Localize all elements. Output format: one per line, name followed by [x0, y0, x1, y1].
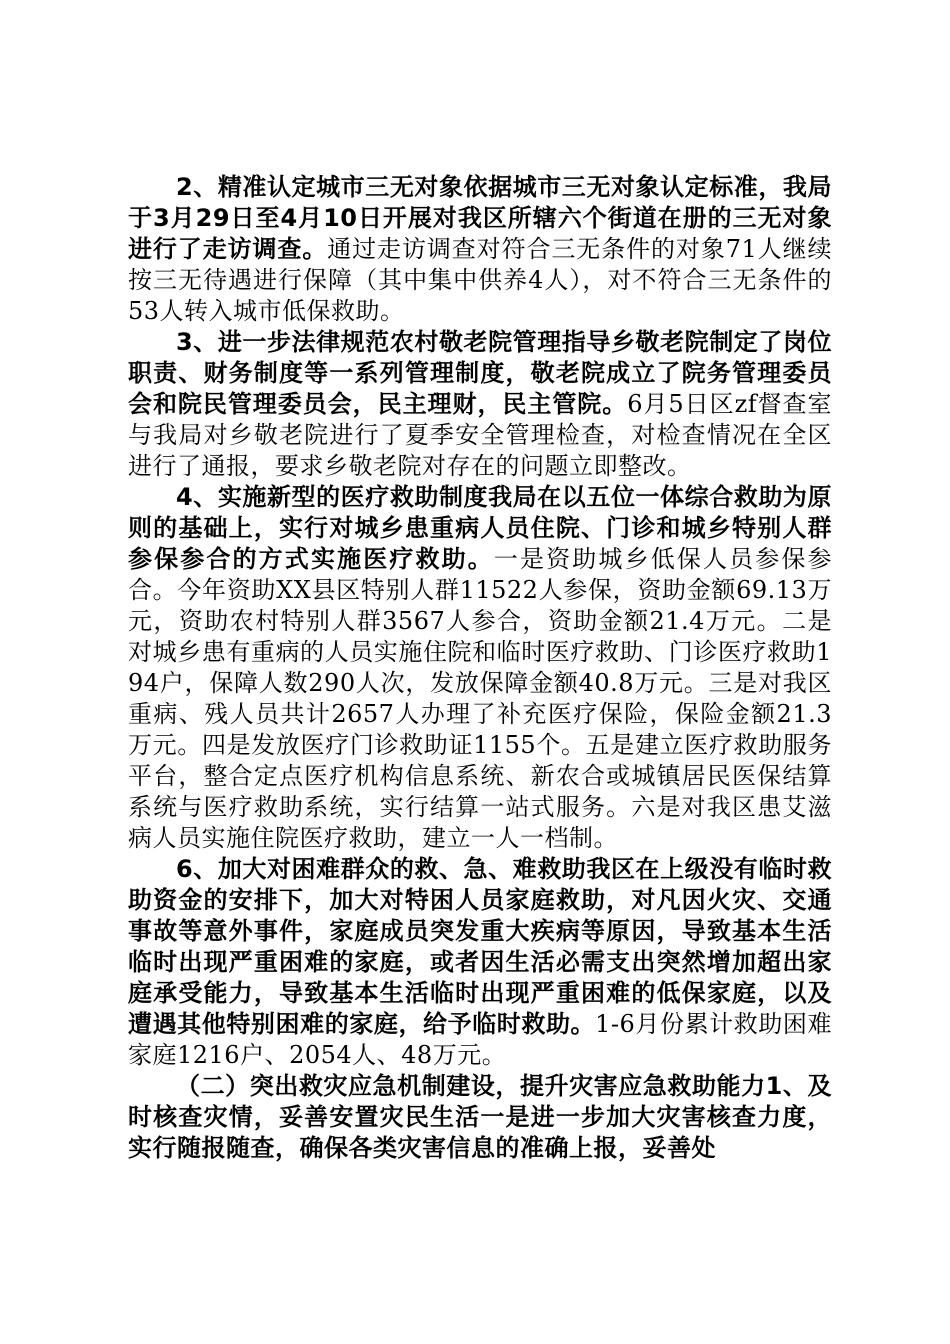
paragraph-heading: 2、精准认定城市三无对象依据城市三无对象认定标准，我局于3月29日至4月10日开展对我区所辖六个街道在册的三无对象进行了走访调查。	[128, 173, 832, 263]
paragraph-emergency-aid	[128, 854, 832, 1071]
paragraph-heading: 6、加大对困难群众的救、急、难救助我区在上级没有临时救助资金的安排下，加大对特困人员家庭救助，对凡因火灾、交通事故等意外事件，家庭成员突发重大疾病等原因，导致基本生活临时出现严重困难的家庭，或者因生活必需支出突然增加超出家庭承受能力，导致基本生活临时出现严重困难的低保家庭，以及遭遇其他特别困难的家庭，给予临时救助。	[128, 855, 832, 1038]
paragraph-medical-aid	[128, 482, 832, 854]
paragraph-heading: 4、实施新型的医疗救助制度我局在以五位一体综合救助为原则的基础上，实行对城乡患重病人员住院、门诊和城乡特别人群参保参合的方式实施医疗救助。	[128, 483, 832, 573]
paragraph-nursing-home	[128, 327, 832, 482]
paragraph-body: 6月5日区zf督查室与我局对乡敬老院进行了夏季安全管理检查，对检查情况在全区进行了通报，要求乡敬老院对存在的问题立即整改。	[128, 390, 832, 480]
paragraph-body: 一是资助城乡低保人员参保参合。今年资助XX县区特别人群11522人参保，资助金额69.13万元，资助农村特别人群3567人参合，资助金额21.4万元。二是对城乡患有重病的人员实施住院和临时医疗救助、门诊医疗救助194户，保障人数290人次，发放保障金额40.8万元。三是对我区重病、残人员共计2657人办理了补充医疗保险，保险金额21.3万元。四是发放医疗门诊救助证1155个。五是建立医疗救助服务平台，整合定点医疗机构信息系统、新农合或城镇居民医保结算系统与医疗救助系统，实行结算一站式服务。六是对我区患艾滋病人员实施住院医疗救助，建立一人一档制。	[128, 545, 833, 852]
paragraph-body: 1-6月份累计救助困难家庭1216户、2054人、48万元。	[128, 1010, 832, 1069]
document-page	[128, 172, 832, 1164]
paragraph-heading: （二）突出救灾应急机制建设，提升灾害应急救助能力1、及时核查灾情，妥善安置灾民生活一是进一步加大灾害核查力度，实行随报随查，确保各类灾害信息的准确上报，妥善处	[128, 1072, 832, 1162]
paragraph-urban-three-no	[128, 172, 832, 327]
paragraph-heading: 3、进一步法律规范农村敬老院管理指导乡敬老院制定了岗位职责、财务制度等一系列管理制度，敬老院成立了院务管理委员会和院民管理委员会，民主理财，民主管院。	[128, 328, 832, 418]
paragraph-body: 通过走访调查对符合三无条件的对象71人继续按三无待遇进行保障（其中集中供养4人），对不符合三无条件的53人转入城市低保救助。	[128, 235, 832, 325]
paragraph-disaster-relief	[128, 1071, 832, 1164]
